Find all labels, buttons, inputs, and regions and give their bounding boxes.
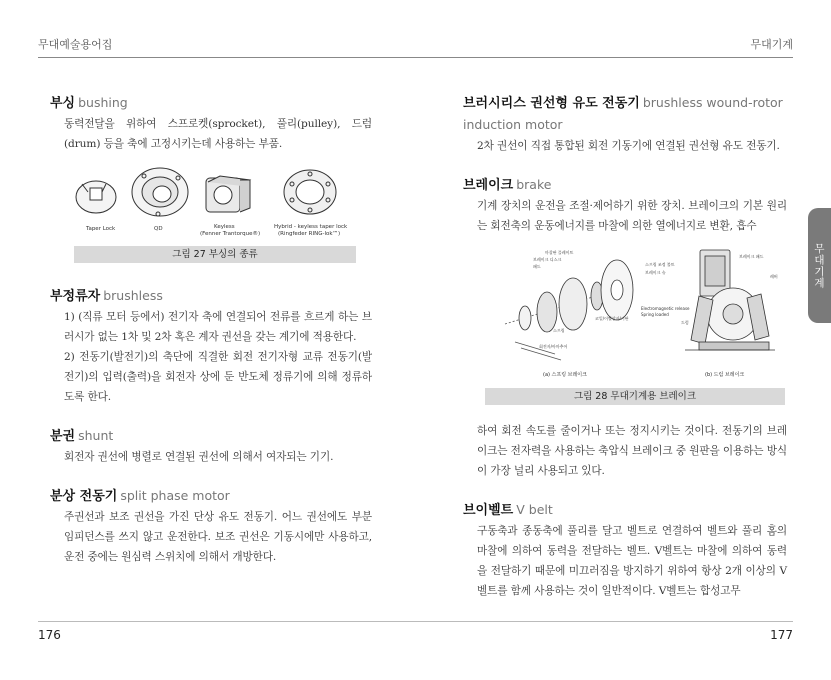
entry-shunt	[50, 425, 372, 467]
label-a6: 스프링 조정 볼트	[645, 262, 675, 267]
running-header-right: 무대기계	[750, 38, 793, 51]
keyless-bushing	[206, 176, 250, 212]
right-column	[463, 92, 787, 619]
label-hybrid: Hybrid - keyless taper lock	[274, 224, 348, 230]
spring-brake-diagram	[505, 260, 635, 360]
figure-28	[485, 244, 785, 405]
label-qd: QD	[154, 226, 163, 232]
term-en: brushless wound-rotor induction motor	[463, 95, 783, 132]
label-keyless-brand: (Fenner Trantorque®)	[200, 231, 261, 237]
entry-bushing	[50, 92, 372, 154]
entry-term	[50, 485, 372, 507]
term-en: brake	[516, 177, 552, 192]
chapter-thumb-tab	[808, 208, 831, 323]
label-a4: 스프링	[553, 328, 565, 333]
bushing-types-illustration	[74, 162, 356, 242]
entry-body: 구동축과 종동축에 풀리를 달고 벨트로 연결하여 벨트와 풀리 홈의 마찰에 의하여 동력을 전달하는 벨트. V벨트는 마찰에 의하여 동력을 전달하기 때문에 미끄러짐을 방지하기 위하여 항상 2개 이상의 V벨트를 함께 사용하는 것이 일반적이다. V벨트는 합성고무	[477, 525, 787, 597]
entry-body: 하여 회전 속도를 줄이거나 또는 정지시키는 것이다. 전동기의 브레이크는 전자력을 사용하는 축압식 브레이크 중 원판을 이용하는 방식이 가장 널리 사용되고 있다.	[477, 425, 787, 477]
entry-brushless-wound-rotor	[463, 92, 787, 156]
entry-term	[50, 425, 372, 447]
label-taper-lock: Taper Lock	[86, 226, 116, 232]
term-en: bushing	[78, 95, 128, 110]
label-drum-brake: (b) 드럼 브레이크	[705, 372, 745, 378]
term-en: brushless	[103, 288, 163, 303]
label-b2: 브레이크 슈	[645, 270, 666, 275]
label-b3: 드럼	[681, 320, 689, 325]
term-ko: 부정류자	[50, 289, 101, 304]
term-ko: 분권	[50, 429, 76, 444]
header-rule	[38, 57, 793, 58]
entry-body: 기계 장치의 운전을 조절·제어하기 위한 장치. 브레이크의 기본 원리는 회전축의 운동에너지를 마찰에 의한 열에너지로 변환, 흡수	[477, 200, 787, 232]
footer-rule	[38, 621, 793, 622]
entry-term	[463, 92, 787, 136]
entry-body: 회전자 권선에 병렬로 연결된 권선에 의해서 여자되는 기기.	[64, 451, 334, 463]
figure-27	[74, 162, 356, 263]
entry-brake-continued	[463, 421, 787, 481]
hybrid-bushing	[284, 170, 336, 214]
entry-body: 2차 권선이 직접 통합된 회전 기동기에 연결된 권선형 유도 전동기.	[477, 140, 780, 152]
stage-brake-illustration	[485, 244, 785, 384]
label-a2: 브레이크 디스크	[533, 257, 562, 262]
entry-term	[50, 285, 372, 307]
term-ko: 브이벨트	[463, 503, 514, 518]
figure-caption: 그림 27 부싱의 종류	[74, 246, 356, 263]
label-a5: 코일/이빨상자/기판	[595, 316, 629, 321]
label-a3: 패드	[533, 264, 541, 269]
entry-split-phase-motor	[50, 485, 372, 567]
entry-body: 주권선과 보조 권선을 가진 단상 유도 전동기. 어느 권선에도 부분 임피던스를 쓰지 않고 운전한다. 보조 권선은 기동시에만 사용하고, 운전 중에는 원심력 스위치에 의해서 개방한다.	[64, 511, 372, 563]
term-ko: 브레이크	[463, 178, 514, 193]
page-number-right: 177	[770, 628, 793, 642]
chapter-tab-label: 무대기계	[813, 242, 825, 289]
entry-vbelt	[463, 499, 787, 601]
entry-term	[50, 92, 372, 114]
entry-body: 동력전달을 위하여 스프로켓(sprocket), 풀리(pulley), 드럼(drum) 등을 축에 고정시키는데 사용하는 부품.	[64, 118, 372, 150]
entry-body: 2) 전동기(발전기)의 축단에 직결한 회전 전기자형 교류 전동기(발전기)의 입력(출력)을 회전자 상에 둔 반도체 정류기에 의해 정류하도록 한다.	[64, 351, 372, 403]
term-ko: 분상 전동기	[50, 489, 118, 504]
term-ko: 브러시리스 권선형 유도 전동기	[463, 96, 640, 111]
label-keyless: Keyless	[214, 224, 235, 230]
entry-body: 1) (직류 모터 등에서) 전기자 축에 연결되어 전류를 흐르게 하는 브러시가 없는 1차 및 2차 혹은 계자 권선을 갖는 계기에 적용한다.	[64, 311, 372, 343]
taper-lock-bushing	[76, 181, 116, 213]
label-spring-brake: (a) 스프링 브레이크	[543, 372, 587, 378]
left-column	[50, 92, 372, 585]
label-b4: Electromagnetic release	[641, 306, 690, 311]
term-en: V belt	[516, 502, 553, 517]
figure-caption: 그림 28 무대기계용 브레이크	[485, 388, 785, 405]
label-hybrid-brand: (Ringfeder RING-lok™)	[278, 231, 341, 237]
label-b1: 브레이크 패드	[739, 254, 764, 259]
label-b5: Spring loaded	[641, 312, 669, 317]
entry-term	[463, 499, 787, 521]
drum-brake-diagram	[685, 250, 775, 350]
label-b6: 레버	[770, 274, 778, 279]
label-a1: 마찰판 플레이트	[545, 250, 574, 255]
entry-term	[463, 174, 787, 196]
label-a7: 회전자/아마추어	[539, 344, 568, 349]
running-header-left: 무대예술용어집	[38, 38, 113, 51]
qd-bushing	[132, 168, 188, 216]
term-ko: 부싱	[50, 96, 76, 111]
entry-brushless	[50, 285, 372, 407]
term-en: shunt	[78, 428, 114, 443]
term-en: split phase motor	[120, 488, 230, 503]
page-number-left: 176	[38, 628, 61, 642]
entry-brake	[463, 174, 787, 236]
